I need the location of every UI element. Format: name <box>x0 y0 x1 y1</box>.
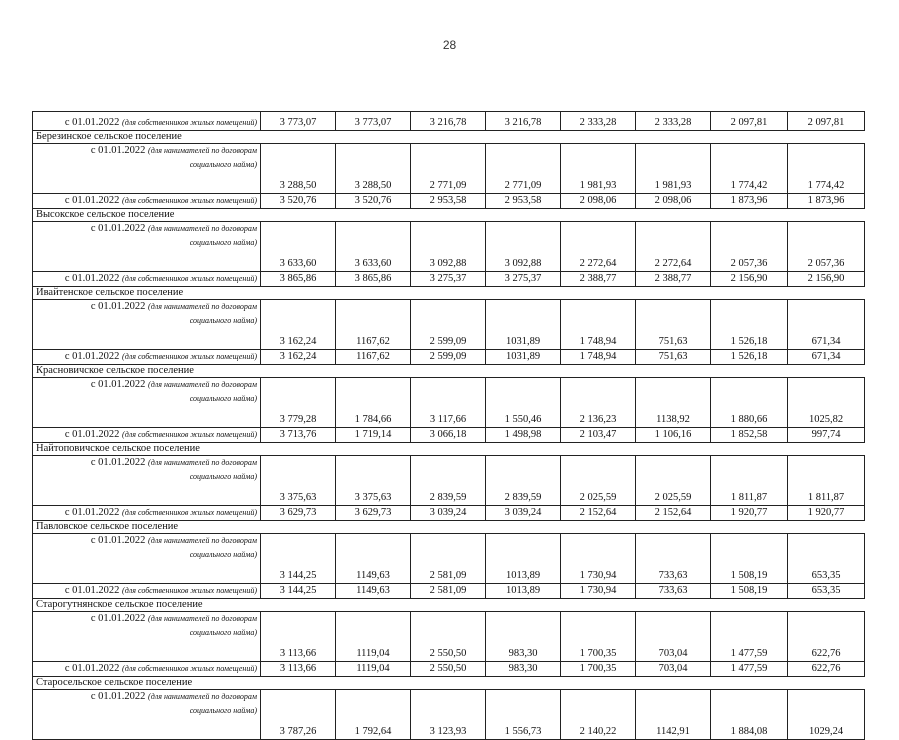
table-row <box>33 222 865 272</box>
value-cell: 3 633,60 <box>336 222 411 272</box>
value-cell: 1025,82 <box>788 378 865 428</box>
value-cell: 3 773,07 <box>261 112 336 131</box>
value-cell: 1 920,77 <box>788 506 865 521</box>
value-cell: 2 388,77 <box>636 272 711 287</box>
value-cell: 1 526,18 <box>711 300 788 350</box>
table-row <box>33 662 865 677</box>
row-label-owners <box>33 428 261 443</box>
value-cell: 1149,63 <box>336 584 411 599</box>
value-cell: 3 787,26 <box>261 690 336 740</box>
value-cell: 622,76 <box>788 612 865 662</box>
date-label: с 01.01.2022 <box>64 429 120 440</box>
value-cell: 3 144,25 <box>261 584 336 599</box>
row-label-tenants <box>33 222 261 272</box>
date-label: с 01.01.2022 <box>90 457 146 468</box>
row-label-tenants <box>33 144 261 194</box>
row-label-tenants <box>33 690 261 740</box>
value-cell: 2 550,50 <box>411 662 486 677</box>
value-cell: 703,04 <box>636 662 711 677</box>
date-label: с 01.01.2022 <box>64 195 120 206</box>
owners-note: (для собственников жилых помещений) <box>122 196 257 205</box>
section-header-row <box>33 677 865 690</box>
value-cell: 2 388,77 <box>561 272 636 287</box>
value-cell: 3 113,66 <box>261 662 336 677</box>
value-cell: 1 774,42 <box>711 144 788 194</box>
value-cell: 671,34 <box>788 350 865 365</box>
owners-note: (для собственников жилых помещений) <box>122 430 257 439</box>
tariff-table <box>32 111 865 740</box>
value-cell: 1 811,87 <box>788 456 865 506</box>
value-cell: 983,30 <box>486 662 561 677</box>
value-cell: 671,34 <box>788 300 865 350</box>
value-cell: 3 520,76 <box>261 194 336 209</box>
value-cell: 1 730,94 <box>561 584 636 599</box>
value-cell: 1 873,96 <box>788 194 865 209</box>
table-row <box>33 584 865 599</box>
tenants-note-line1: (для нанимателей по договорам <box>148 536 257 545</box>
value-cell: 2 156,90 <box>711 272 788 287</box>
section-name: Красновичское сельское поселение <box>33 365 865 378</box>
value-cell: 1 730,94 <box>561 534 636 584</box>
value-cell: 1 792,64 <box>336 690 411 740</box>
page-number: 28 <box>442 38 457 52</box>
table-row <box>33 612 865 662</box>
value-cell: 1 748,94 <box>561 350 636 365</box>
tenants-note-line2: социального найма) <box>189 472 257 481</box>
owners-note: (для собственников жилых помещений) <box>122 508 257 517</box>
value-cell: 3 773,07 <box>336 112 411 131</box>
tenants-note-line2: социального найма) <box>189 394 257 403</box>
value-cell: 1031,89 <box>486 300 561 350</box>
value-cell: 1 550,46 <box>486 378 561 428</box>
value-cell: 3 275,37 <box>486 272 561 287</box>
table-row <box>33 144 865 194</box>
date-label: с 01.01.2022 <box>90 379 146 390</box>
value-cell: 2 057,36 <box>711 222 788 272</box>
tenants-note-line1: (для нанимателей по договорам <box>148 458 257 467</box>
value-cell: 2 140,22 <box>561 690 636 740</box>
value-cell: 2 152,64 <box>636 506 711 521</box>
row-label-tenants <box>33 534 261 584</box>
value-cell: 1 981,93 <box>561 144 636 194</box>
value-cell: 733,63 <box>636 584 711 599</box>
owners-note: (для собственников жилых помещений) <box>122 352 257 361</box>
value-cell: 1 873,96 <box>711 194 788 209</box>
value-cell: 1 477,59 <box>711 662 788 677</box>
value-cell: 1167,62 <box>336 350 411 365</box>
tenants-note-line2: социального найма) <box>189 628 257 637</box>
value-cell: 2 136,23 <box>561 378 636 428</box>
value-cell: 3 144,25 <box>261 534 336 584</box>
tenants-note-line2: социального найма) <box>189 550 257 559</box>
value-cell: 2 025,59 <box>636 456 711 506</box>
value-cell: 3 092,88 <box>486 222 561 272</box>
tenants-note-line2: социального найма) <box>189 316 257 325</box>
value-cell: 1 719,14 <box>336 428 411 443</box>
value-cell: 2 599,09 <box>411 300 486 350</box>
value-cell: 1 477,59 <box>711 612 788 662</box>
table-row <box>33 534 865 584</box>
value-cell: 1 784,66 <box>336 378 411 428</box>
table-row <box>33 300 865 350</box>
value-cell: 3 216,78 <box>411 112 486 131</box>
table-row <box>33 506 865 521</box>
section-header-row <box>33 131 865 144</box>
table-row <box>33 112 865 131</box>
value-cell: 3 865,86 <box>336 272 411 287</box>
owners-note: (для собственников жилых помещений) <box>122 274 257 283</box>
value-cell: 1013,89 <box>486 534 561 584</box>
value-cell: 2 098,06 <box>636 194 711 209</box>
section-name: Найтоповичское сельское поселение <box>33 443 865 456</box>
date-label: с 01.01.2022 <box>64 585 120 596</box>
table-row <box>33 690 865 740</box>
row-label-tenants <box>33 300 261 350</box>
value-cell: 2 953,58 <box>411 194 486 209</box>
tenants-note-line2: социального найма) <box>189 238 257 247</box>
value-cell: 3 629,73 <box>261 506 336 521</box>
value-cell: 983,30 <box>486 612 561 662</box>
value-cell: 2 097,81 <box>788 112 865 131</box>
value-cell: 1 748,94 <box>561 300 636 350</box>
owners-note: (для собственников жилых помещений) <box>122 664 257 673</box>
value-cell: 3 066,18 <box>411 428 486 443</box>
row-label-owners <box>33 272 261 287</box>
value-cell: 3 275,37 <box>411 272 486 287</box>
row-label-owners <box>33 112 261 131</box>
tenants-note-line1: (для нанимателей по договорам <box>148 692 257 701</box>
section-name: Старосельское сельское поселение <box>33 677 865 690</box>
value-cell: 1 700,35 <box>561 662 636 677</box>
section-name: Павловское сельское поселение <box>33 521 865 534</box>
date-label: с 01.01.2022 <box>90 145 146 156</box>
value-cell: 703,04 <box>636 612 711 662</box>
date-label: с 01.01.2022 <box>64 117 120 128</box>
value-cell: 2 097,81 <box>711 112 788 131</box>
value-cell: 2 550,50 <box>411 612 486 662</box>
value-cell: 1 811,87 <box>711 456 788 506</box>
value-cell: 3 162,24 <box>261 350 336 365</box>
row-label-owners <box>33 506 261 521</box>
value-cell: 2 152,64 <box>561 506 636 521</box>
section-name: Ивайтенское сельское поселение <box>33 287 865 300</box>
date-label: с 01.01.2022 <box>90 691 146 702</box>
value-cell: 3 520,76 <box>336 194 411 209</box>
date-label: с 01.01.2022 <box>64 507 120 518</box>
value-cell: 3 117,66 <box>411 378 486 428</box>
value-cell: 3 216,78 <box>486 112 561 131</box>
value-cell: 3 779,28 <box>261 378 336 428</box>
value-cell: 751,63 <box>636 300 711 350</box>
row-label-owners <box>33 350 261 365</box>
value-cell: 3 865,86 <box>261 272 336 287</box>
value-cell: 3 633,60 <box>261 222 336 272</box>
row-label-owners <box>33 662 261 677</box>
table-row <box>33 378 865 428</box>
tenants-note-line1: (для нанимателей по договорам <box>148 224 257 233</box>
value-cell: 2 103,47 <box>561 428 636 443</box>
section-name: Березинское сельское поселение <box>33 131 865 144</box>
value-cell: 3 123,93 <box>411 690 486 740</box>
table-row <box>33 428 865 443</box>
section-header-row <box>33 287 865 300</box>
value-cell: 2 333,28 <box>636 112 711 131</box>
value-cell: 2 953,58 <box>486 194 561 209</box>
value-cell: 2 156,90 <box>788 272 865 287</box>
value-cell: 2 771,09 <box>486 144 561 194</box>
date-label: с 01.01.2022 <box>90 223 146 234</box>
value-cell: 3 375,63 <box>336 456 411 506</box>
value-cell: 733,63 <box>636 534 711 584</box>
value-cell: 2 272,64 <box>561 222 636 272</box>
value-cell: 2 581,09 <box>411 584 486 599</box>
date-label: с 01.01.2022 <box>64 273 120 284</box>
value-cell: 1029,24 <box>788 690 865 740</box>
value-cell: 1119,04 <box>336 612 411 662</box>
value-cell: 997,74 <box>788 428 865 443</box>
value-cell: 1 556,73 <box>486 690 561 740</box>
tenants-note-line2: социального найма) <box>189 160 257 169</box>
row-label-tenants <box>33 612 261 662</box>
value-cell: 2 098,06 <box>561 194 636 209</box>
owners-note: (для собственников жилых помещений) <box>122 118 257 127</box>
value-cell: 3 113,66 <box>261 612 336 662</box>
value-cell: 2 025,59 <box>561 456 636 506</box>
value-cell: 2 839,59 <box>411 456 486 506</box>
value-cell: 751,63 <box>636 350 711 365</box>
value-cell: 1138,92 <box>636 378 711 428</box>
value-cell: 1167,62 <box>336 300 411 350</box>
section-name: Высокское сельское поселение <box>33 209 865 222</box>
value-cell: 653,35 <box>788 584 865 599</box>
value-cell: 1 106,16 <box>636 428 711 443</box>
tenants-note-line1: (для нанимателей по договорам <box>148 614 257 623</box>
date-label: с 01.01.2022 <box>90 535 146 546</box>
value-cell: 3 713,76 <box>261 428 336 443</box>
value-cell: 2 599,09 <box>411 350 486 365</box>
table-row <box>33 272 865 287</box>
value-cell: 1142,91 <box>636 690 711 740</box>
value-cell: 1 852,58 <box>711 428 788 443</box>
value-cell: 1 526,18 <box>711 350 788 365</box>
row-label-tenants <box>33 378 261 428</box>
value-cell: 2 771,09 <box>411 144 486 194</box>
value-cell: 2 839,59 <box>486 456 561 506</box>
value-cell: 1 508,19 <box>711 584 788 599</box>
value-cell: 622,76 <box>788 662 865 677</box>
value-cell: 3 288,50 <box>336 144 411 194</box>
tenants-note-line1: (для нанимателей по договорам <box>148 380 257 389</box>
value-cell: 1 700,35 <box>561 612 636 662</box>
row-label-tenants <box>33 456 261 506</box>
value-cell: 3 162,24 <box>261 300 336 350</box>
value-cell: 3 288,50 <box>261 144 336 194</box>
section-header-row <box>33 599 865 612</box>
value-cell: 2 272,64 <box>636 222 711 272</box>
section-header-row <box>33 443 865 456</box>
value-cell: 1 774,42 <box>788 144 865 194</box>
date-label: с 01.01.2022 <box>64 663 120 674</box>
value-cell: 2 057,36 <box>788 222 865 272</box>
table-row <box>33 194 865 209</box>
section-header-row <box>33 365 865 378</box>
row-label-owners <box>33 194 261 209</box>
owners-note: (для собственников жилых помещений) <box>122 586 257 595</box>
row-label-owners <box>33 584 261 599</box>
date-label: с 01.01.2022 <box>90 613 146 624</box>
value-cell: 653,35 <box>788 534 865 584</box>
tenants-note-line2: социального найма) <box>189 706 257 715</box>
value-cell: 1 880,66 <box>711 378 788 428</box>
date-label: с 01.01.2022 <box>64 351 120 362</box>
date-label: с 01.01.2022 <box>90 301 146 312</box>
value-cell: 3 039,24 <box>486 506 561 521</box>
value-cell: 1 981,93 <box>636 144 711 194</box>
table-row <box>33 350 865 365</box>
section-header-row <box>33 521 865 534</box>
value-cell: 1013,89 <box>486 584 561 599</box>
value-cell: 3 039,24 <box>411 506 486 521</box>
value-cell: 1 920,77 <box>711 506 788 521</box>
value-cell: 1 884,08 <box>711 690 788 740</box>
value-cell: 1 508,19 <box>711 534 788 584</box>
tenants-note-line1: (для нанимателей по договорам <box>148 146 257 155</box>
tenants-note-line1: (для нанимателей по договорам <box>148 302 257 311</box>
value-cell: 1031,89 <box>486 350 561 365</box>
section-name: Старогутнянское сельское поселение <box>33 599 865 612</box>
value-cell: 1 498,98 <box>486 428 561 443</box>
value-cell: 3 375,63 <box>261 456 336 506</box>
value-cell: 3 629,73 <box>336 506 411 521</box>
section-header-row <box>33 209 865 222</box>
value-cell: 2 581,09 <box>411 534 486 584</box>
value-cell: 1119,04 <box>336 662 411 677</box>
value-cell: 1149,63 <box>336 534 411 584</box>
value-cell: 2 333,28 <box>561 112 636 131</box>
table-row <box>33 456 865 506</box>
value-cell: 3 092,88 <box>411 222 486 272</box>
